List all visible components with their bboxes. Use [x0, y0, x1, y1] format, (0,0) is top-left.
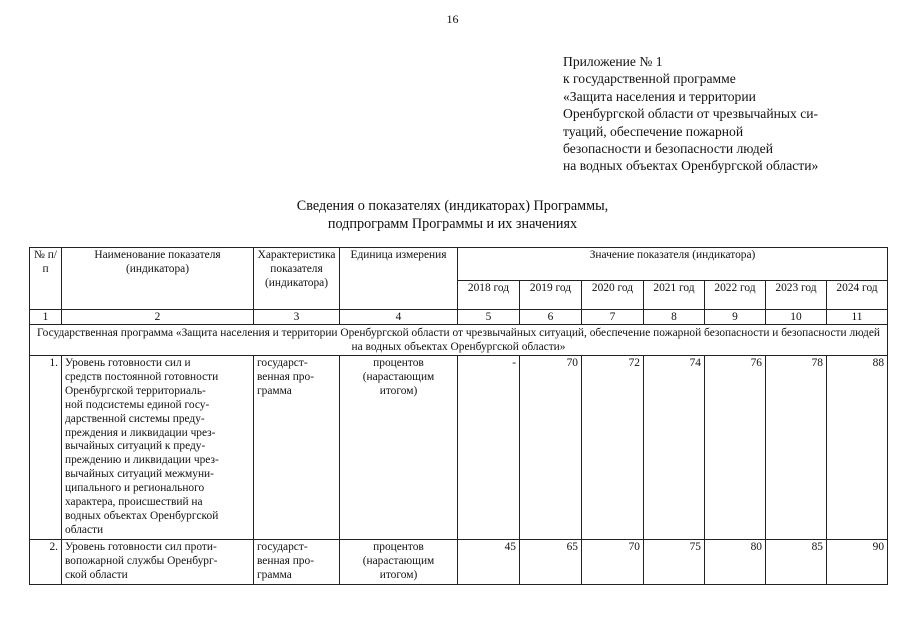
appendix-line: Оренбургской области от чрезвычайных си-: [563, 106, 819, 122]
year-header: 2022 год: [705, 281, 766, 310]
header-characteristic: Характеристика показателя (индикатора): [254, 248, 340, 310]
column-number: 10: [766, 310, 827, 325]
characteristic-line: грамма: [257, 384, 292, 397]
header-unit: Единица измерения: [340, 248, 458, 310]
column-number: 2: [62, 310, 254, 325]
value-cell: 90: [827, 539, 888, 584]
year-header: 2019 год: [520, 281, 582, 310]
unit-line: процентов: [373, 540, 424, 553]
indicator-name: [62, 356, 254, 540]
column-number: 5: [458, 310, 520, 325]
header-num: № п/п: [30, 248, 62, 310]
appendix-line: Приложение № 1: [563, 54, 663, 69]
value-cell: 75: [644, 539, 705, 584]
name-line: Оренбургской территориаль-: [65, 384, 206, 397]
name-line: вычайных ситуаций межмуни-: [65, 468, 214, 481]
appendix-line: «Защита населения и территории: [563, 88, 756, 104]
column-number: 3: [254, 310, 340, 325]
value-cell: 80: [705, 539, 766, 584]
column-number: 4: [340, 310, 458, 325]
characteristic-line: венная про-: [257, 370, 314, 383]
value-cell: 65: [520, 539, 582, 584]
characteristic-line: государст-: [257, 357, 308, 369]
column-number: 7: [582, 310, 644, 325]
column-number: 1: [30, 310, 62, 325]
unit-line: (нарастающим: [362, 554, 435, 567]
name-line: водных объектах Оренбургской: [65, 509, 219, 522]
title-line: Сведения о показателях (индикаторах) Программы,: [296, 198, 609, 214]
name-line: Уровень готовности сил и: [65, 357, 191, 369]
indicator-unit: [340, 539, 458, 584]
value-cell: 74: [644, 356, 705, 540]
value-cell: 88: [827, 356, 888, 540]
characteristic-line: государст-: [257, 540, 308, 553]
name-line: области: [65, 523, 104, 536]
value-cell: 76: [705, 356, 766, 540]
name-line: Уровень готовности сил проти-: [65, 540, 217, 553]
header-values-group: Значение показателя (индикатора): [458, 248, 888, 281]
value-cell: 72: [582, 356, 644, 540]
indicator-characteristic: [254, 356, 340, 540]
appendix-line: на водных объектах Оренбургской области»: [563, 158, 819, 174]
column-number: 9: [705, 310, 766, 325]
column-number: 8: [644, 310, 705, 325]
row-number: 2.: [30, 539, 62, 584]
header-name: Наименование показателя (индикатора): [62, 248, 254, 310]
name-line: ной подсистемы единой госу-: [65, 398, 210, 411]
appendix-note: [563, 53, 893, 175]
indicator-characteristic: [254, 539, 340, 584]
document-title: [0, 197, 905, 233]
column-number: 11: [827, 310, 888, 325]
column-numbers-row: [30, 310, 888, 325]
title-line: подпрограмм Программы и их значениях: [327, 216, 578, 232]
appendix-line: к государственной программе: [563, 71, 736, 87]
section-row: [30, 325, 888, 356]
name-line: вопожарной службы Оренбург-: [65, 554, 218, 567]
name-line: дарственной системы преду-: [65, 412, 205, 425]
year-header: 2020 год: [582, 281, 644, 310]
indicator-name: [62, 539, 254, 584]
section-title: Государственная программа «Защита населения и территории Оренбургской области от чрезвычайных ситуаций, обеспечение пожарной безопасности и безопасности людей на водных объектах Оренбургской области»: [30, 325, 888, 356]
value-cell: 45: [458, 539, 520, 584]
unit-line: процентов: [373, 357, 424, 369]
value-cell: -: [458, 356, 520, 540]
characteristic-line: грамма: [257, 568, 292, 581]
year-header: 2024 год: [827, 281, 888, 310]
name-line: преждению и ликвидации чрез-: [65, 454, 219, 467]
unit-line: итогом): [379, 384, 418, 397]
appendix-line: туаций, обеспечение пожарной: [563, 123, 744, 139]
unit-line: итогом): [379, 568, 418, 581]
name-line: ской области: [65, 568, 128, 581]
value-cell: 78: [766, 356, 827, 540]
unit-line: (нарастающим: [362, 370, 435, 383]
value-cell: 70: [582, 539, 644, 584]
indicator-unit: [340, 356, 458, 540]
name-line: ципального и регионального: [65, 482, 205, 495]
name-line: средств постоянной готовности: [65, 370, 219, 383]
appendix-line: безопасности и безопасности людей: [563, 141, 773, 157]
characteristic-line: венная про-: [257, 554, 314, 567]
page-number: 16: [446, 12, 459, 26]
year-header: 2018 год: [458, 281, 520, 310]
indicators-table: [29, 247, 888, 585]
name-line: характера, происшествий на: [65, 496, 203, 509]
name-line: преждения и ликвидации чрез-: [65, 426, 216, 439]
year-header: 2021 год: [644, 281, 705, 310]
table-row: [30, 356, 888, 540]
row-number: 1.: [30, 356, 62, 540]
value-cell: 85: [766, 539, 827, 584]
table-row: [30, 539, 888, 584]
column-number: 6: [520, 310, 582, 325]
value-cell: 70: [520, 356, 582, 540]
header-row: [30, 248, 888, 281]
name-line: вычайных ситуаций к преду-: [65, 440, 206, 453]
year-header: 2023 год: [766, 281, 827, 310]
